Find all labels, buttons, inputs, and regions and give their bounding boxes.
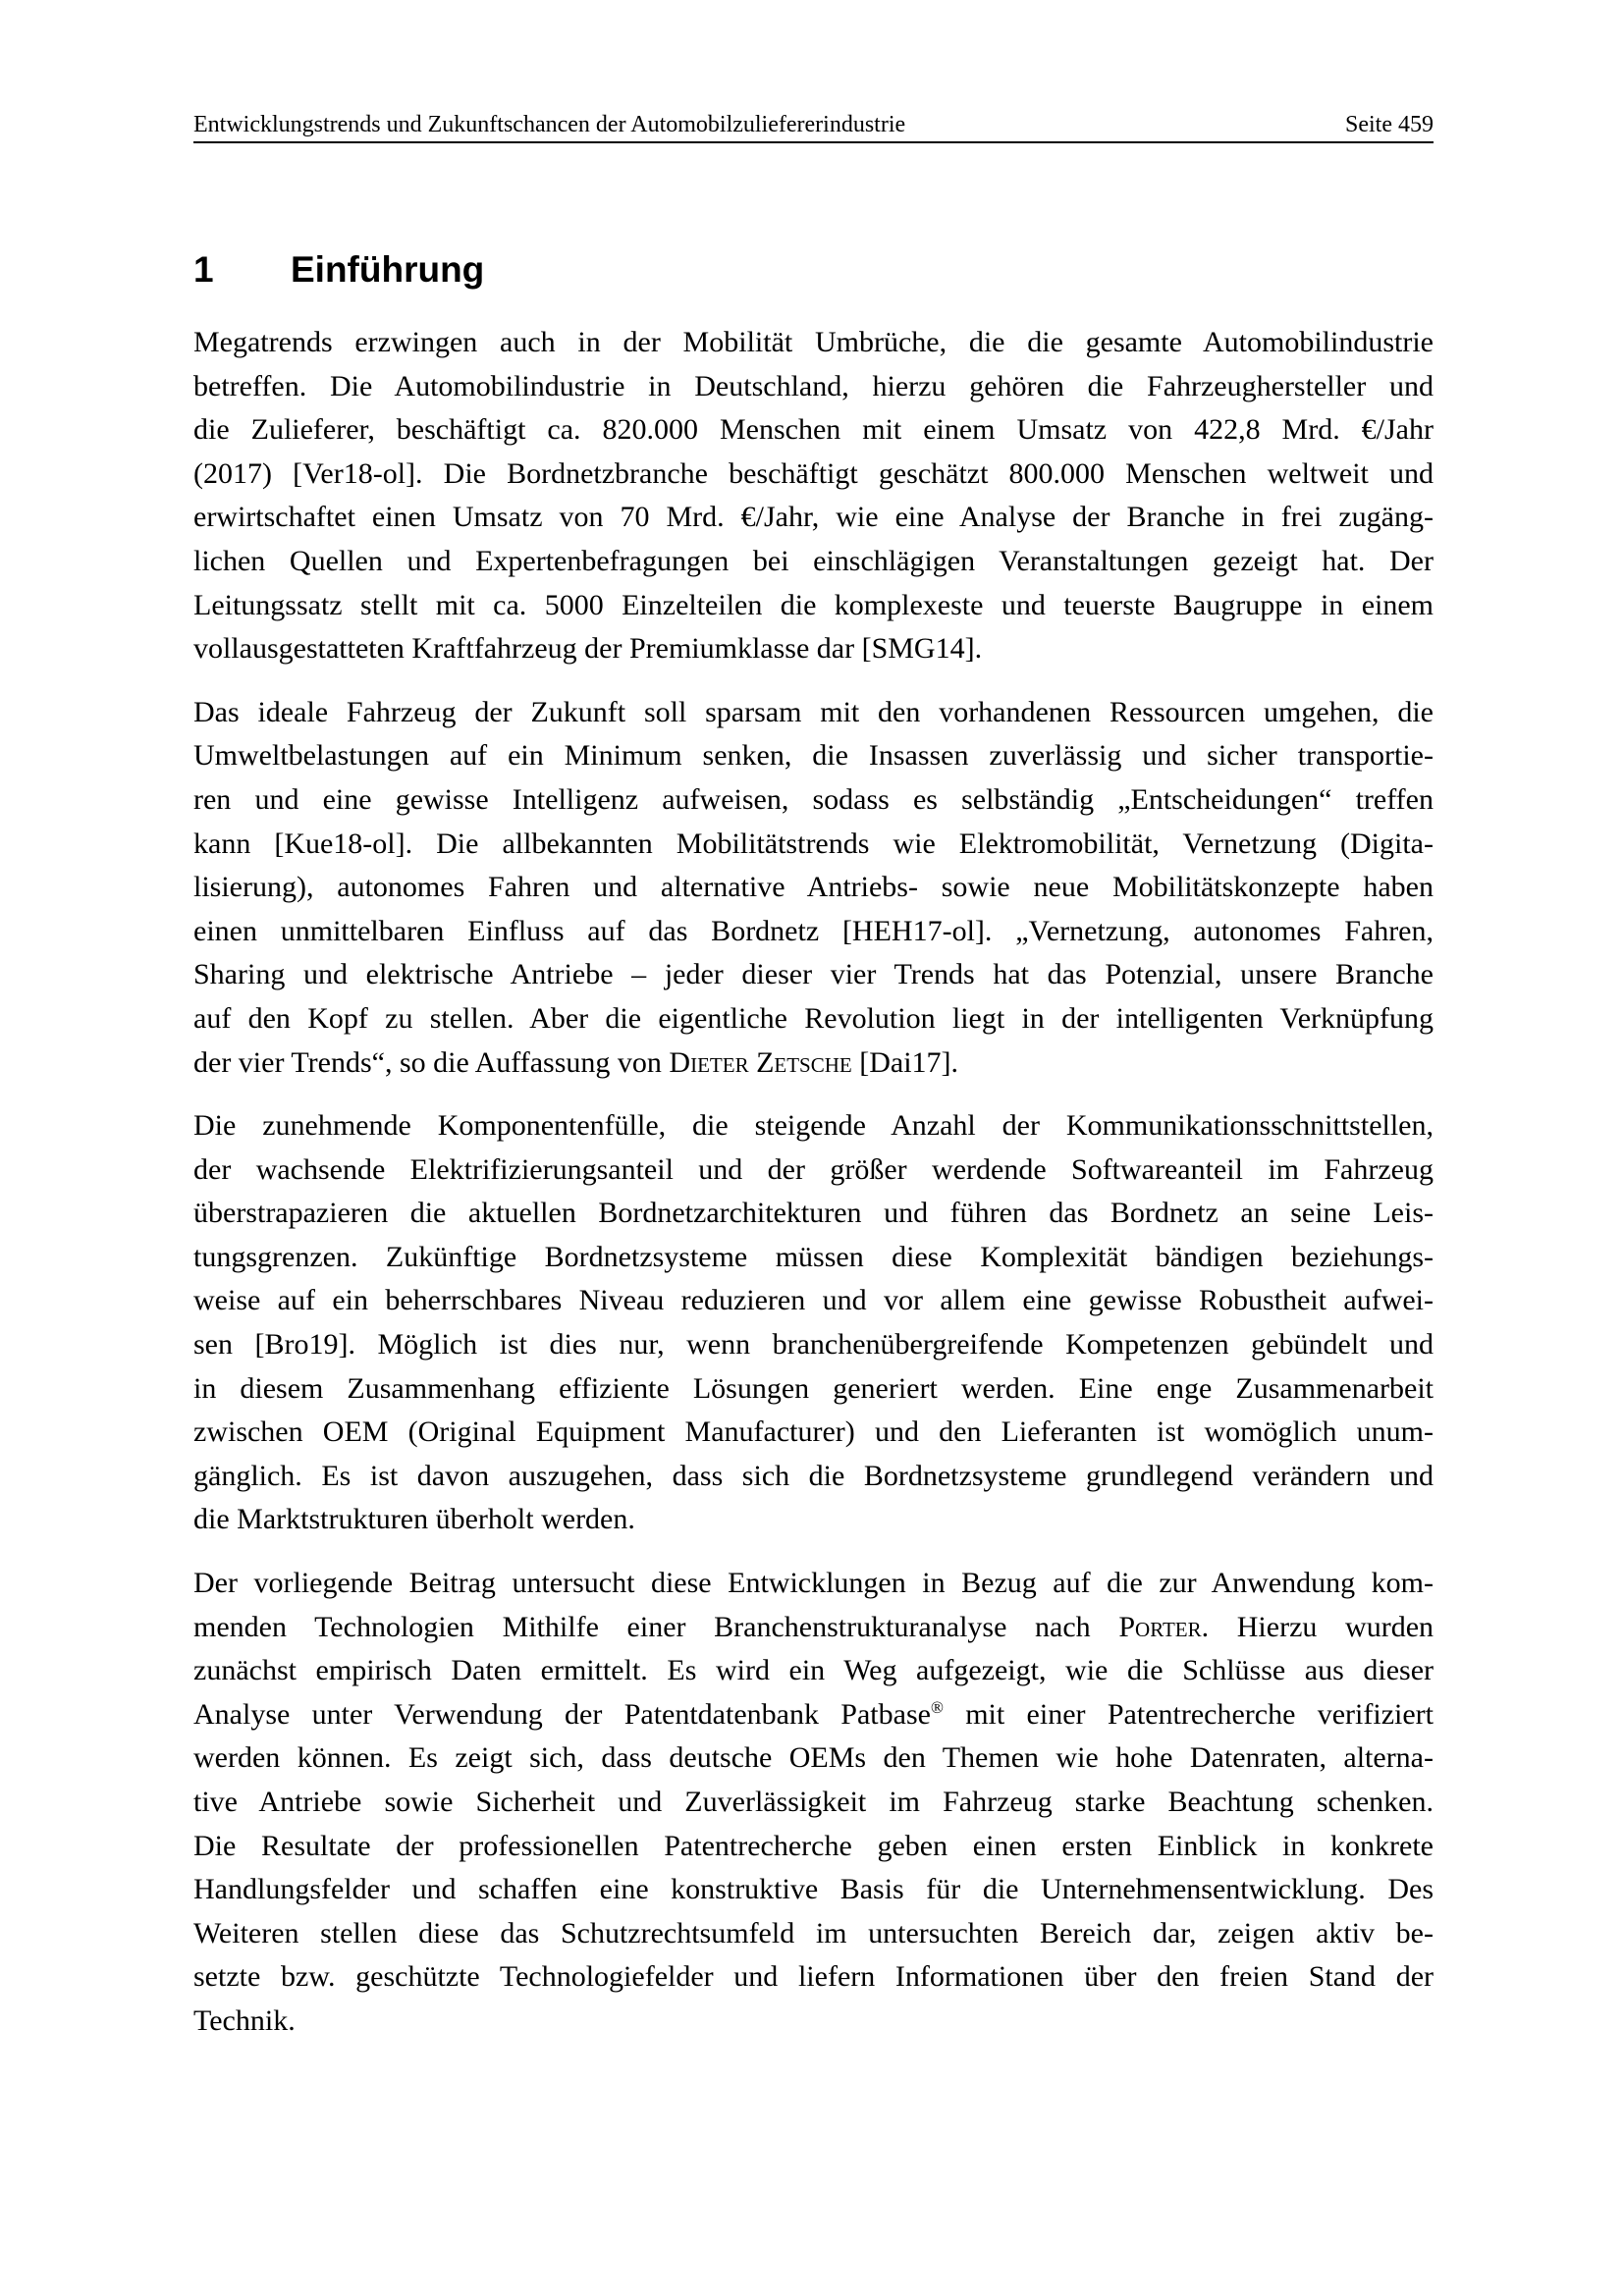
text-line [193,1041,1434,1086]
text-line: zunächst empirisch Daten ermittelt. Es wird ein Weg aufgezeigt, wie die Schlüsse aus dieser [193,1654,1434,1687]
text-line: tungsgrenzen. Zukünftige Bordnetzsysteme müssen diese Komplexität bändigen beziehungs- [193,1240,1434,1273]
header-rule [193,141,1434,143]
text-line: Sharing und elektrische Antriebe – jeder dieser vier Trends hat das Potenzial, unsere Branche [193,958,1434,991]
registered-trademark-symbol: ® [930,1697,944,1717]
text-line: weise auf ein beherrschbares Niveau reduzieren und vor allem eine gewisse Robustheit aufwei- [193,1284,1434,1317]
page-number: Seite 459 [1345,112,1434,137]
text-line: auf den Kopf zu stellen. Aber die eigentliche Revolution liegt in der intelligenten Verknüpfung [193,1001,1434,1035]
text-run: der vier Trends“, so die Auffassung von [193,1045,670,1079]
paragraph-3 [193,1104,1434,1542]
text-line: lichen Quellen und Expertenbefragungen bei einschlägigen Veranstaltungen gezeigt hat. Der [193,544,1434,577]
text-line: kann [Kue18-ol]. Die allbekannten Mobilitätstrends wie Elektromobilität, Vernetzung (Digita- [193,827,1434,860]
text-line: gänglich. Es ist davon auszugehen, dass sich die Bordnetzsysteme grundlegend verändern und [193,1459,1434,1492]
paragraph-4 [193,1562,1434,2044]
text-run: menden Technologien Mithilfe einer Branchenstrukturanalyse nach [193,1610,1119,1643]
text-line: einen unmittelbaren Einfluss auf das Bordnetz [HEH17-ol]. „Vernetzung, autonomes Fahren, [193,914,1434,947]
text-line [193,1606,1434,1650]
section-heading [193,247,1434,293]
text-line: Der vorliegende Beitrag untersucht diese Entwicklungen in Bezug auf die zur Anwendung kom- [193,1567,1434,1600]
text-line: der wachsende Elektrifizierungsanteil und der größer werdende Softwareanteil im Fahrzeug [193,1152,1434,1186]
text-line: betreffen. Die Automobilindustrie in Deutschland, hierzu gehören die Fahrzeughersteller und [193,369,1434,402]
text-line: Weiteren stellen diese das Schutzrechtsumfeld im untersuchten Bereich dar, zeigen aktiv be- [193,1916,1434,1949]
text-line: sen [Bro19]. Möglich ist dies nur, wenn branchenübergreifende Kompetenzen gebündelt und [193,1328,1434,1362]
text-line: ren und eine gewisse Intelligenz aufweisen, sodass es selbständig „Entscheidungen“ treffen [193,782,1434,816]
body-text [193,321,1434,2063]
text-line: Umweltbelastungen auf ein Minimum senken, die Insassen zuverlässig und sicher transportie- [193,739,1434,773]
paragraph-2 [193,691,1434,1085]
person-name: Dieter Zetsche [669,1045,852,1079]
section-number: 1 [193,249,214,290]
text-line: erwirtschaftet einen Umsatz von 70 Mrd. €/Jahr, wie eine Analyse der Branche in frei zugäng- [193,501,1434,534]
text-line: tive Antriebe sowie Sicherheit und Zuverlässigkeit im Fahrzeug starke Beachtung schenken. [193,1786,1434,1818]
text-line: überstrapazieren die aktuellen Bordnetzarchitekturen und führen das Bordnetz an seine Leis- [193,1197,1434,1230]
text-line: vollausgestatteten Kraftfahrzeug der Premiumklasse dar [SMG14]. [193,632,983,666]
text-line: werden können. Es zeigt sich, dass deutsche OEMs den Themen wie hohe Datenraten, alterna- [193,1741,1434,1775]
text-line: Die zunehmende Komponentenfülle, die steigende Anzahl der Kommunikationsschnittstellen, [193,1109,1434,1143]
section-title: Einführung [291,249,485,290]
text-run: mit einer Patentrecherche verifiziert [943,1697,1434,1731]
running-title: Entwicklungstrends und Zukunftschancen der Automobilzuliefererindustrie [193,112,906,137]
text-run: [Dai17]. [851,1045,959,1079]
text-run: Analyse unter Verwendung der Patentdatenbank Patbase [193,1697,931,1731]
text-line [193,1693,1434,1737]
text-line: die Zulieferer, beschäftigt ca. 820.000 Menschen mit einem Umsatz von 422,8 Mrd. €/Jahr [193,413,1434,447]
text-line: Megatrends erzwingen auch in der Mobilität Umbrüche, die die gesamte Automobilindustrie [193,326,1434,358]
paragraph-1 [193,321,1434,671]
text-line: in diesem Zusammenhang effiziente Lösungen generiert werden. Eine enge Zusammenarbeit [193,1371,1434,1405]
text-line: Handlungsfelder und schaffen eine konstruktive Basis für die Unternehmensentwicklung. Des [193,1873,1434,1906]
text-line: zwischen OEM (Original Equipment Manufacturer) und den Lieferanten ist womöglich unum- [193,1415,1434,1449]
text-line: Die Resultate der professionellen Patentrecherche geben einen ersten Einblick in konkrete [193,1829,1434,1862]
running-header [193,108,1434,141]
text-line: (2017) [Ver18-ol]. Die Bordnetzbranche beschäftigt geschätzt 800.000 Menschen weltweit und [193,456,1434,490]
text-line: die Marktstrukturen überholt werden. [193,1503,635,1536]
text-line: setzte bzw. geschützte Technologiefelder und liefern Informationen über den freien Stand der [193,1960,1434,1994]
text-line: lisierung), autonomes Fahren und alternative Antriebs- sowie neue Mobilitätskonzepte haben [193,871,1434,904]
text-line: Technik. [193,2003,296,2037]
text-run: . Hierzu wurden [1201,1610,1435,1643]
person-name: Porter [1118,1610,1202,1643]
text-line: Leitungssatz stellt mit ca. 5000 Einzelteilen die komplexeste und teuerste Baugruppe in einem [193,588,1434,621]
text-line: Das ideale Fahrzeug der Zukunft soll sparsam mit den vorhandenen Ressourcen umgehen, die [193,695,1434,728]
